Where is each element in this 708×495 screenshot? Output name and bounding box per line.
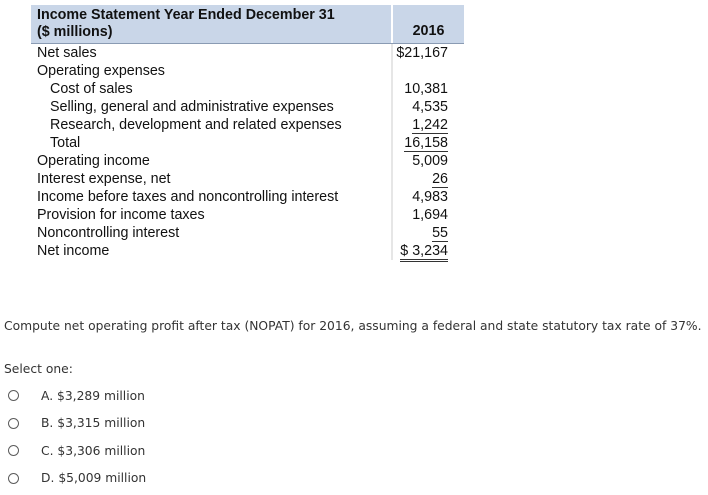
row-value-cell xyxy=(393,170,448,188)
option-text: $3,289 million xyxy=(57,388,145,403)
row-value-cell xyxy=(393,224,448,242)
row-label: Net sales xyxy=(37,45,97,61)
option-text: $3,306 million xyxy=(57,443,146,458)
row-value-cell xyxy=(393,242,448,260)
row-value-cell xyxy=(393,62,448,80)
row-value: 5,009 xyxy=(412,153,448,169)
row-label: Operating income xyxy=(37,153,150,169)
option-label[interactable] xyxy=(41,444,145,458)
header-year: 2016 xyxy=(412,23,445,39)
row-value-cell xyxy=(393,80,448,98)
answer-option[interactable] xyxy=(8,382,146,410)
header-units: ($ millions) xyxy=(37,24,113,40)
row-label: Provision for income taxes xyxy=(37,207,205,223)
option-text: $3,315 million xyxy=(57,416,146,431)
answer-options xyxy=(8,382,146,492)
option-label[interactable] xyxy=(41,416,145,430)
row-value: 55 xyxy=(432,225,448,241)
radio-button[interactable] xyxy=(8,473,19,484)
radio-button[interactable] xyxy=(8,390,19,401)
row-label: Noncontrolling interest xyxy=(37,225,180,241)
table-body xyxy=(31,44,464,260)
row-value-cell xyxy=(393,188,448,206)
row-value: 10,381 xyxy=(404,81,448,97)
option-label[interactable] xyxy=(41,471,146,485)
radio-button[interactable] xyxy=(8,418,19,429)
row-value: 16,158 xyxy=(404,135,448,151)
option-label[interactable] xyxy=(41,389,145,403)
row-value-cell xyxy=(393,98,448,116)
row-value: $ 3,234 xyxy=(400,243,448,262)
row-label: Selling, general and administrative expenses xyxy=(50,99,334,115)
row-value-cell xyxy=(393,152,448,170)
row-value: $21,167 xyxy=(396,45,448,61)
row-value: 26 xyxy=(432,171,448,187)
header-label xyxy=(31,5,393,43)
row-label: Operating expenses xyxy=(37,63,165,79)
radio-button[interactable] xyxy=(8,445,19,456)
answer-option[interactable] xyxy=(8,465,146,493)
row-label: Interest expense, net xyxy=(37,171,171,187)
labels-column xyxy=(31,44,393,260)
row-value-cell xyxy=(393,116,448,134)
row-label: Income before taxes and noncontrolling interest xyxy=(37,189,339,205)
question-text: Compute net operating profit after tax (NOPAT) for 2016, assuming a federal and state statutory tax rate of 37%. xyxy=(4,319,702,333)
income-statement-table xyxy=(31,5,464,260)
option-letter: C. xyxy=(41,443,54,458)
answer-option[interactable] xyxy=(8,437,146,465)
table-header xyxy=(31,5,464,44)
row-value: 1,242 xyxy=(412,117,448,133)
select-one-label: Select one: xyxy=(4,362,73,376)
answer-option[interactable] xyxy=(8,410,146,438)
row-label: Total xyxy=(50,135,81,151)
row-value-cell xyxy=(393,44,448,62)
row-value: 4,983 xyxy=(412,189,448,205)
option-letter: D. xyxy=(41,471,55,486)
row-value: 1,694 xyxy=(412,207,448,223)
row-value-cell xyxy=(393,206,448,224)
row-value-cell xyxy=(393,134,448,152)
row-label: Research, development and related expenses xyxy=(50,117,342,133)
values-column xyxy=(393,44,464,260)
header-title: Income Statement Year Ended December 31 xyxy=(37,7,335,23)
option-text: $5,009 million xyxy=(58,471,147,486)
option-letter: B. xyxy=(41,416,54,431)
row-label: Cost of sales xyxy=(50,81,133,97)
row-label: Net income xyxy=(37,243,110,259)
option-letter: A. xyxy=(41,388,54,403)
row-value: 4,535 xyxy=(412,99,448,115)
